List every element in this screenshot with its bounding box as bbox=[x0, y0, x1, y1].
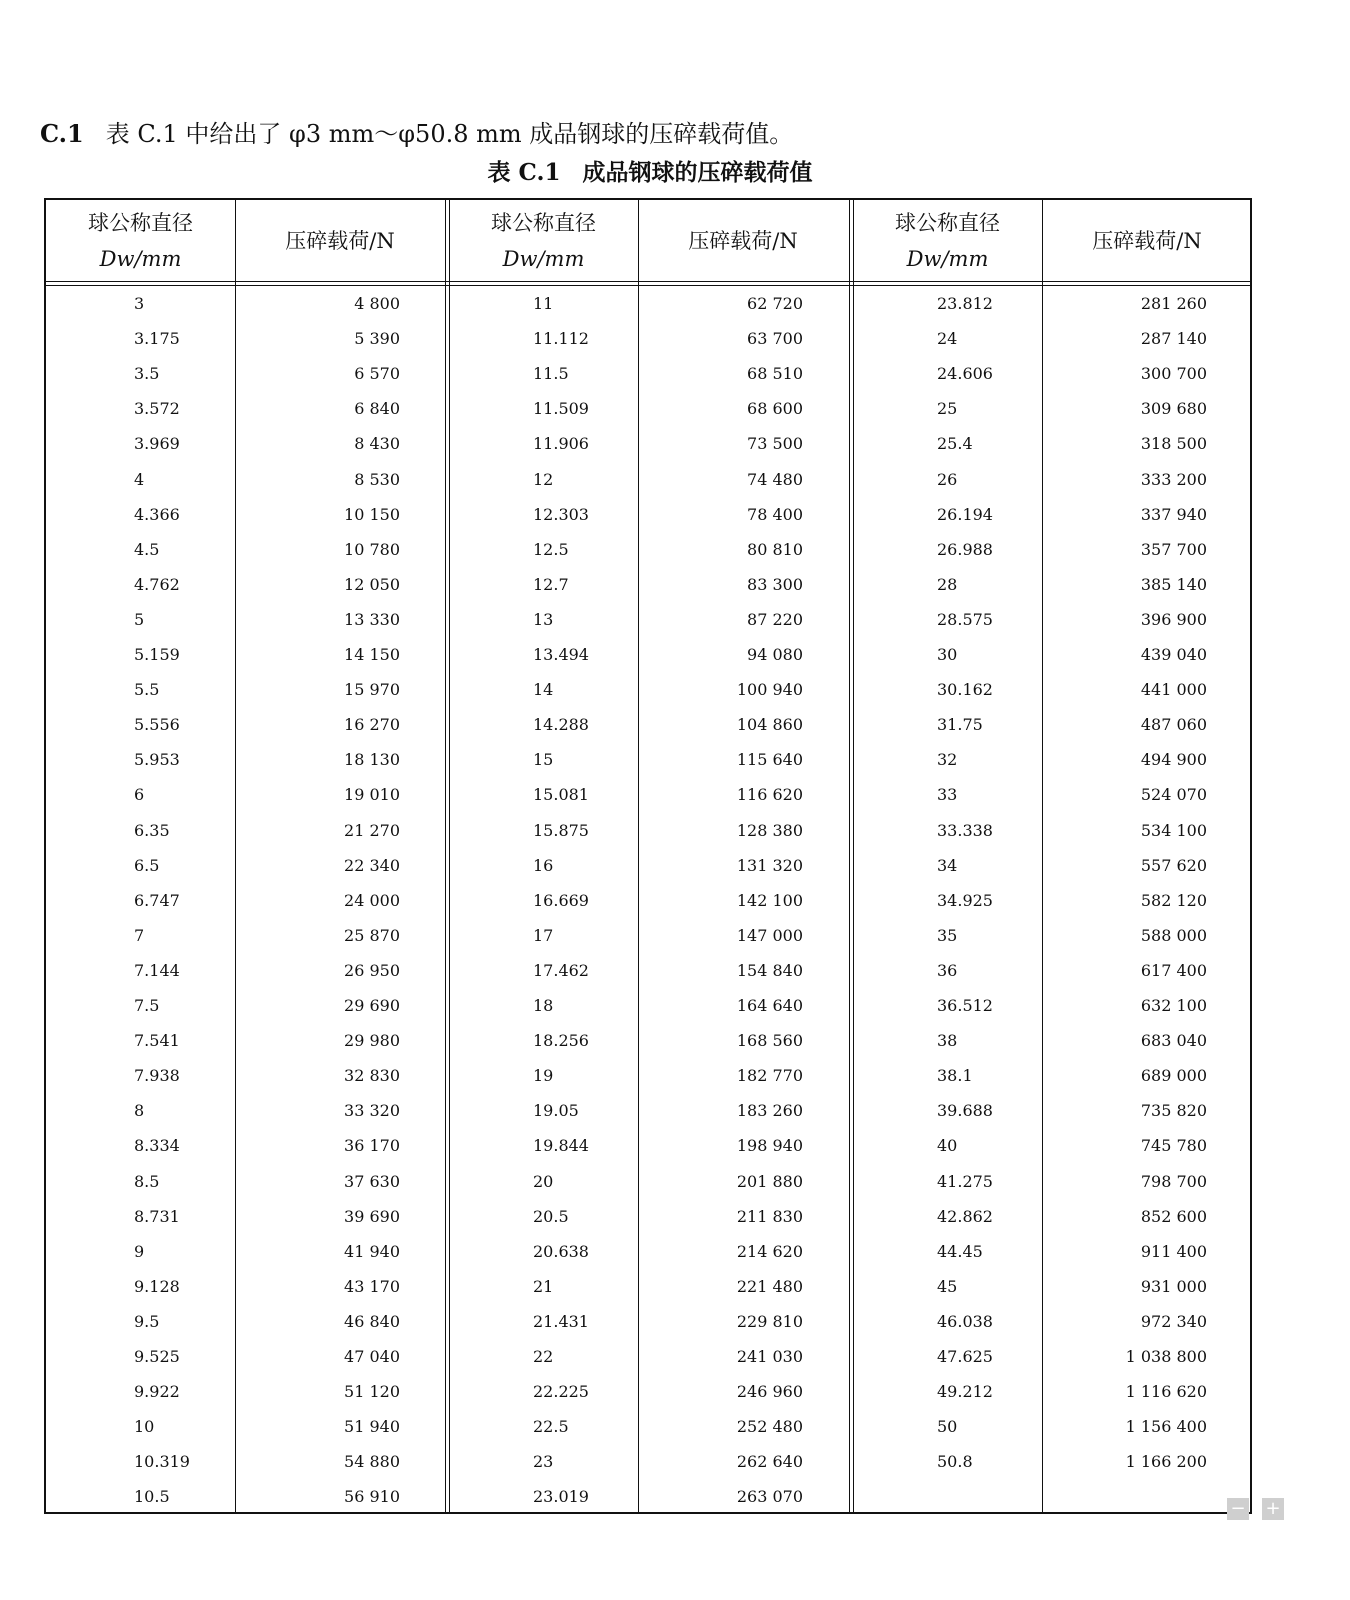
cell-diameter: 11 bbox=[533, 294, 554, 313]
cell-load: 1 166 200 bbox=[1125, 1452, 1207, 1472]
cell-diameter: 28 bbox=[937, 574, 958, 594]
cell-diameter: 24 bbox=[937, 329, 958, 349]
cell-diameter: 7.144 bbox=[134, 960, 180, 980]
cell-diameter: 31.75 bbox=[937, 715, 983, 735]
zoom-in-button[interactable]: + bbox=[1262, 1498, 1284, 1520]
cell-diameter: 41.275 bbox=[937, 1171, 993, 1191]
cell-load: 39 690 bbox=[344, 1206, 400, 1226]
cell-load: 182 770 bbox=[736, 1066, 803, 1086]
cell-load: 8 430 bbox=[354, 434, 400, 454]
cell-load: 13 330 bbox=[344, 609, 400, 629]
cell-diameter: 22 bbox=[533, 1347, 554, 1366]
header-diameter bbox=[853, 200, 1042, 281]
header-diameter bbox=[46, 200, 235, 281]
cell-load: 439 040 bbox=[1140, 645, 1207, 664]
table-caption bbox=[0, 154, 1300, 187]
cell-diameter: 22.225 bbox=[533, 1382, 589, 1402]
cell-load: 56 910 bbox=[344, 1487, 400, 1507]
cell-load: 54 880 bbox=[344, 1452, 400, 1472]
cell-load: 104 860 bbox=[736, 715, 803, 735]
cell-diameter: 9 bbox=[134, 1241, 145, 1261]
cell-diameter: 10 bbox=[134, 1417, 155, 1437]
crush-load-table bbox=[44, 198, 1252, 1514]
cell-load: 24 000 bbox=[344, 890, 400, 910]
cell-load: 1 156 400 bbox=[1125, 1417, 1207, 1437]
cell-load: 68 600 bbox=[747, 399, 803, 419]
cell-load: 487 060 bbox=[1140, 715, 1207, 735]
cell-diameter: 20 bbox=[533, 1171, 554, 1191]
cell-diameter: 8.334 bbox=[134, 1136, 180, 1156]
cell-load: 80 810 bbox=[747, 539, 803, 559]
cell-load: 745 780 bbox=[1140, 1136, 1207, 1156]
cell-diameter: 18 bbox=[533, 996, 554, 1015]
cell-load: 241 030 bbox=[736, 1347, 803, 1366]
cell-load: 211 830 bbox=[736, 1206, 803, 1226]
cell-load: 14 150 bbox=[344, 645, 400, 664]
cell-load: 632 100 bbox=[1140, 996, 1207, 1015]
cell-diameter: 4.5 bbox=[134, 539, 160, 559]
cell-load: 62 720 bbox=[747, 294, 803, 313]
cell-load: 29 690 bbox=[344, 996, 400, 1015]
cell-load: 25 870 bbox=[344, 925, 400, 945]
cell-diameter: 34 bbox=[937, 855, 958, 875]
cell-load: 100 940 bbox=[736, 680, 803, 700]
cell-load: 972 340 bbox=[1140, 1311, 1207, 1331]
cell-load: 252 480 bbox=[736, 1417, 803, 1437]
cell-load: 78 400 bbox=[747, 504, 803, 524]
zoom-out-button[interactable]: − bbox=[1227, 1498, 1249, 1520]
cell-diameter: 21 bbox=[533, 1276, 554, 1296]
cell-diameter: 9.128 bbox=[134, 1276, 180, 1296]
cell-load: 557 620 bbox=[1140, 855, 1207, 875]
cell-load: 116 620 bbox=[736, 785, 803, 805]
cell-diameter: 12.303 bbox=[533, 504, 589, 524]
cell-diameter: 19.05 bbox=[533, 1101, 579, 1121]
cell-diameter: 23.812 bbox=[937, 294, 993, 313]
cell-diameter: 9.525 bbox=[134, 1347, 180, 1366]
cell-diameter: 8.5 bbox=[134, 1171, 160, 1191]
cell-load: 83 300 bbox=[747, 574, 803, 594]
cell-diameter: 3.5 bbox=[134, 364, 160, 384]
cell-load: 37 630 bbox=[344, 1171, 400, 1191]
cell-diameter: 46.038 bbox=[937, 1311, 993, 1331]
cell-diameter: 9.922 bbox=[134, 1382, 180, 1402]
cell-diameter: 47.625 bbox=[937, 1347, 993, 1366]
cell-load: 201 880 bbox=[736, 1171, 803, 1191]
cell-load: 147 000 bbox=[736, 925, 803, 945]
cell-diameter: 50 bbox=[937, 1417, 958, 1437]
column-divider bbox=[638, 200, 639, 1512]
cell-diameter: 13.494 bbox=[533, 645, 589, 664]
header-load-label: 压碎载荷/N bbox=[285, 228, 395, 253]
header-diameter-label: 球公称直径 bbox=[491, 210, 596, 235]
cell-load: 385 140 bbox=[1140, 574, 1207, 594]
cell-load: 15 970 bbox=[344, 680, 400, 700]
cell-load: 617 400 bbox=[1140, 960, 1207, 980]
cell-diameter: 35 bbox=[937, 925, 958, 945]
cell-load: 32 830 bbox=[344, 1066, 400, 1086]
cell-diameter: 5.953 bbox=[134, 750, 180, 770]
cell-diameter: 17.462 bbox=[533, 960, 589, 980]
cell-diameter: 3.175 bbox=[134, 329, 180, 349]
column-divider bbox=[1042, 200, 1043, 1512]
cell-diameter: 8 bbox=[134, 1101, 145, 1121]
cell-diameter: 15.875 bbox=[533, 820, 589, 840]
cell-diameter: 11.112 bbox=[533, 329, 589, 349]
cell-diameter: 50.8 bbox=[937, 1452, 973, 1472]
cell-load: 494 900 bbox=[1140, 750, 1207, 770]
cell-load: 221 480 bbox=[736, 1276, 803, 1296]
cell-load: 300 700 bbox=[1140, 364, 1207, 384]
cell-load: 87 220 bbox=[747, 609, 803, 629]
cell-load: 51 120 bbox=[344, 1382, 400, 1402]
cell-diameter: 10.319 bbox=[134, 1452, 190, 1472]
cell-diameter: 4.762 bbox=[134, 574, 180, 594]
cell-load: 26 950 bbox=[344, 960, 400, 980]
cell-load: 115 640 bbox=[736, 750, 803, 770]
cell-load: 168 560 bbox=[736, 1031, 803, 1051]
cell-diameter: 11.906 bbox=[533, 434, 589, 454]
cell-diameter: 18.256 bbox=[533, 1031, 589, 1051]
cell-diameter: 36 bbox=[937, 960, 958, 980]
cell-diameter: 23 bbox=[533, 1452, 554, 1472]
cell-diameter: 6.5 bbox=[134, 855, 160, 875]
cell-diameter: 45 bbox=[937, 1276, 958, 1296]
cell-diameter: 26.194 bbox=[937, 504, 993, 524]
intro-paragraph bbox=[40, 114, 793, 149]
cell-load: 689 000 bbox=[1140, 1066, 1207, 1086]
cell-diameter: 3.969 bbox=[134, 434, 180, 454]
cell-load: 183 260 bbox=[736, 1101, 803, 1121]
header-diameter-label: 球公称直径 bbox=[895, 210, 1000, 235]
clause-number: C.1 bbox=[40, 119, 84, 148]
cell-diameter: 33 bbox=[937, 785, 958, 805]
cell-load: 281 260 bbox=[1140, 294, 1207, 313]
cell-load: 41 940 bbox=[344, 1241, 400, 1261]
cell-load: 43 170 bbox=[344, 1276, 400, 1296]
cell-load: 131 320 bbox=[736, 855, 803, 875]
intro-text: 表 C.1 中给出了 φ3 mm～φ50.8 mm 成品钢球的压碎载荷值。 bbox=[105, 120, 794, 148]
cell-load: 10 780 bbox=[344, 539, 400, 559]
cell-diameter: 22.5 bbox=[533, 1417, 569, 1437]
cell-load: 12 050 bbox=[344, 574, 400, 594]
cell-diameter: 3 bbox=[134, 294, 145, 313]
header-diameter-label: 球公称直径 bbox=[88, 210, 193, 235]
cell-diameter: 38 bbox=[937, 1031, 958, 1051]
cell-load: 16 270 bbox=[344, 715, 400, 735]
header-load bbox=[638, 200, 848, 281]
cell-diameter: 17 bbox=[533, 925, 554, 945]
cell-diameter: 21.431 bbox=[533, 1311, 589, 1331]
cell-load: 47 040 bbox=[344, 1347, 400, 1366]
column-divider bbox=[445, 200, 450, 1512]
cell-load: 46 840 bbox=[344, 1311, 400, 1331]
cell-diameter: 30.162 bbox=[937, 680, 993, 700]
cell-diameter: 19.844 bbox=[533, 1136, 589, 1156]
cell-load: 5 390 bbox=[354, 329, 400, 349]
cell-diameter: 15 bbox=[533, 750, 554, 770]
cell-load: 309 680 bbox=[1140, 399, 1207, 419]
cell-load: 6 840 bbox=[354, 399, 400, 419]
cell-diameter: 15.081 bbox=[533, 785, 589, 805]
cell-load: 931 000 bbox=[1140, 1276, 1207, 1296]
cell-diameter: 3.572 bbox=[134, 399, 180, 419]
cell-load: 198 940 bbox=[736, 1136, 803, 1156]
cell-load: 441 000 bbox=[1140, 680, 1207, 700]
cell-diameter: 42.862 bbox=[937, 1206, 993, 1226]
table-title: 成品钢球的压碎载荷值 bbox=[582, 159, 813, 186]
cell-load: 6 570 bbox=[354, 364, 400, 384]
cell-load: 29 980 bbox=[344, 1031, 400, 1051]
header-diameter-unit: Dw/mm bbox=[906, 246, 989, 271]
cell-diameter: 26 bbox=[937, 469, 958, 489]
cell-diameter: 34.925 bbox=[937, 890, 993, 910]
cell-diameter: 14 bbox=[533, 680, 554, 700]
cell-diameter: 11.509 bbox=[533, 399, 589, 419]
cell-diameter: 8.731 bbox=[134, 1206, 180, 1226]
cell-load: 337 940 bbox=[1140, 504, 1207, 524]
cell-diameter: 44.45 bbox=[937, 1241, 983, 1261]
cell-load: 683 040 bbox=[1140, 1031, 1207, 1051]
cell-diameter: 24.606 bbox=[937, 364, 993, 384]
cell-load: 68 510 bbox=[747, 364, 803, 384]
cell-load: 51 940 bbox=[344, 1417, 400, 1437]
cell-load: 8 530 bbox=[354, 469, 400, 489]
cell-load: 318 500 bbox=[1140, 434, 1207, 454]
cell-diameter: 5.159 bbox=[134, 645, 180, 664]
cell-diameter: 10.5 bbox=[134, 1487, 170, 1507]
header-load bbox=[1042, 200, 1252, 281]
cell-load: 262 640 bbox=[736, 1452, 803, 1472]
cell-load: 73 500 bbox=[747, 434, 803, 454]
cell-load: 33 320 bbox=[344, 1101, 400, 1121]
cell-load: 18 130 bbox=[344, 750, 400, 770]
cell-diameter: 20.5 bbox=[533, 1206, 569, 1226]
cell-load: 21 270 bbox=[344, 820, 400, 840]
header-load-label: 压碎载荷/N bbox=[688, 228, 798, 253]
cell-diameter: 7.5 bbox=[134, 996, 160, 1015]
header-diameter bbox=[449, 200, 638, 281]
cell-diameter: 6 bbox=[134, 785, 145, 805]
cell-load: 263 070 bbox=[736, 1487, 803, 1507]
cell-diameter: 28.575 bbox=[937, 609, 993, 629]
header-load-label: 压碎载荷/N bbox=[1092, 228, 1202, 253]
cell-load: 852 600 bbox=[1140, 1206, 1207, 1226]
header-diameter-unit: Dw/mm bbox=[99, 246, 182, 271]
cell-diameter: 7.541 bbox=[134, 1031, 180, 1051]
cell-load: 735 820 bbox=[1140, 1101, 1207, 1121]
cell-diameter: 39.688 bbox=[937, 1101, 993, 1121]
cell-diameter: 12.7 bbox=[533, 574, 569, 594]
cell-diameter: 36.512 bbox=[937, 996, 993, 1015]
cell-load: 214 620 bbox=[736, 1241, 803, 1261]
cell-diameter: 6.35 bbox=[134, 820, 170, 840]
cell-load: 1 038 800 bbox=[1125, 1347, 1207, 1366]
cell-diameter: 26.988 bbox=[937, 539, 993, 559]
cell-load: 74 480 bbox=[747, 469, 803, 489]
cell-load: 128 380 bbox=[736, 820, 803, 840]
cell-load: 333 200 bbox=[1140, 469, 1207, 489]
cell-diameter: 16.669 bbox=[533, 890, 589, 910]
cell-diameter: 23.019 bbox=[533, 1487, 589, 1507]
cell-diameter: 19 bbox=[533, 1066, 554, 1086]
cell-diameter: 6.747 bbox=[134, 890, 180, 910]
cell-load: 10 150 bbox=[344, 504, 400, 524]
header-diameter-unit: Dw/mm bbox=[502, 246, 585, 271]
cell-diameter: 32 bbox=[937, 750, 958, 770]
cell-load: 154 840 bbox=[736, 960, 803, 980]
cell-load: 4 800 bbox=[354, 294, 400, 313]
cell-load: 229 810 bbox=[736, 1311, 803, 1331]
cell-load: 36 170 bbox=[344, 1136, 400, 1156]
cell-load: 164 640 bbox=[736, 996, 803, 1015]
cell-load: 246 960 bbox=[736, 1382, 803, 1402]
cell-diameter: 13 bbox=[533, 609, 554, 629]
cell-diameter: 9.5 bbox=[134, 1311, 160, 1331]
cell-diameter: 25.4 bbox=[937, 434, 973, 454]
table-number: 表 C.1 bbox=[487, 159, 561, 186]
cell-load: 582 120 bbox=[1140, 890, 1207, 910]
cell-diameter: 12.5 bbox=[533, 539, 569, 559]
cell-load: 142 100 bbox=[736, 890, 803, 910]
cell-diameter: 14.288 bbox=[533, 715, 589, 735]
cell-load: 357 700 bbox=[1140, 539, 1207, 559]
cell-diameter: 5.556 bbox=[134, 715, 180, 735]
cell-load: 798 700 bbox=[1140, 1171, 1207, 1191]
cell-load: 534 100 bbox=[1140, 820, 1207, 840]
cell-diameter: 38.1 bbox=[937, 1066, 973, 1086]
cell-load: 588 000 bbox=[1140, 925, 1207, 945]
cell-diameter: 25 bbox=[937, 399, 958, 419]
header-rule bbox=[46, 281, 1250, 282]
cell-load: 911 400 bbox=[1140, 1241, 1207, 1261]
cell-load: 19 010 bbox=[344, 785, 400, 805]
cell-load: 524 070 bbox=[1140, 785, 1207, 805]
cell-diameter: 33.338 bbox=[937, 820, 993, 840]
cell-diameter: 40 bbox=[937, 1136, 958, 1156]
cell-diameter: 16 bbox=[533, 855, 554, 875]
header-load bbox=[235, 200, 445, 281]
cell-load: 63 700 bbox=[747, 329, 803, 349]
cell-load: 396 900 bbox=[1140, 609, 1207, 629]
cell-diameter: 11.5 bbox=[533, 364, 569, 384]
cell-load: 1 116 620 bbox=[1125, 1382, 1207, 1402]
cell-load: 94 080 bbox=[747, 645, 803, 664]
cell-diameter: 4 bbox=[134, 469, 145, 489]
column-divider bbox=[849, 200, 854, 1512]
cell-diameter: 4.366 bbox=[134, 504, 180, 524]
cell-diameter: 12 bbox=[533, 469, 554, 489]
cell-diameter: 7 bbox=[134, 925, 145, 945]
cell-diameter: 5.5 bbox=[134, 680, 160, 700]
cell-diameter: 5 bbox=[134, 609, 145, 629]
cell-diameter: 7.938 bbox=[134, 1066, 180, 1086]
cell-diameter: 30 bbox=[937, 645, 958, 664]
cell-diameter: 49.212 bbox=[937, 1382, 993, 1402]
column-divider bbox=[235, 200, 236, 1512]
cell-load: 22 340 bbox=[344, 855, 400, 875]
cell-load: 287 140 bbox=[1140, 329, 1207, 349]
cell-diameter: 20.638 bbox=[533, 1241, 589, 1261]
